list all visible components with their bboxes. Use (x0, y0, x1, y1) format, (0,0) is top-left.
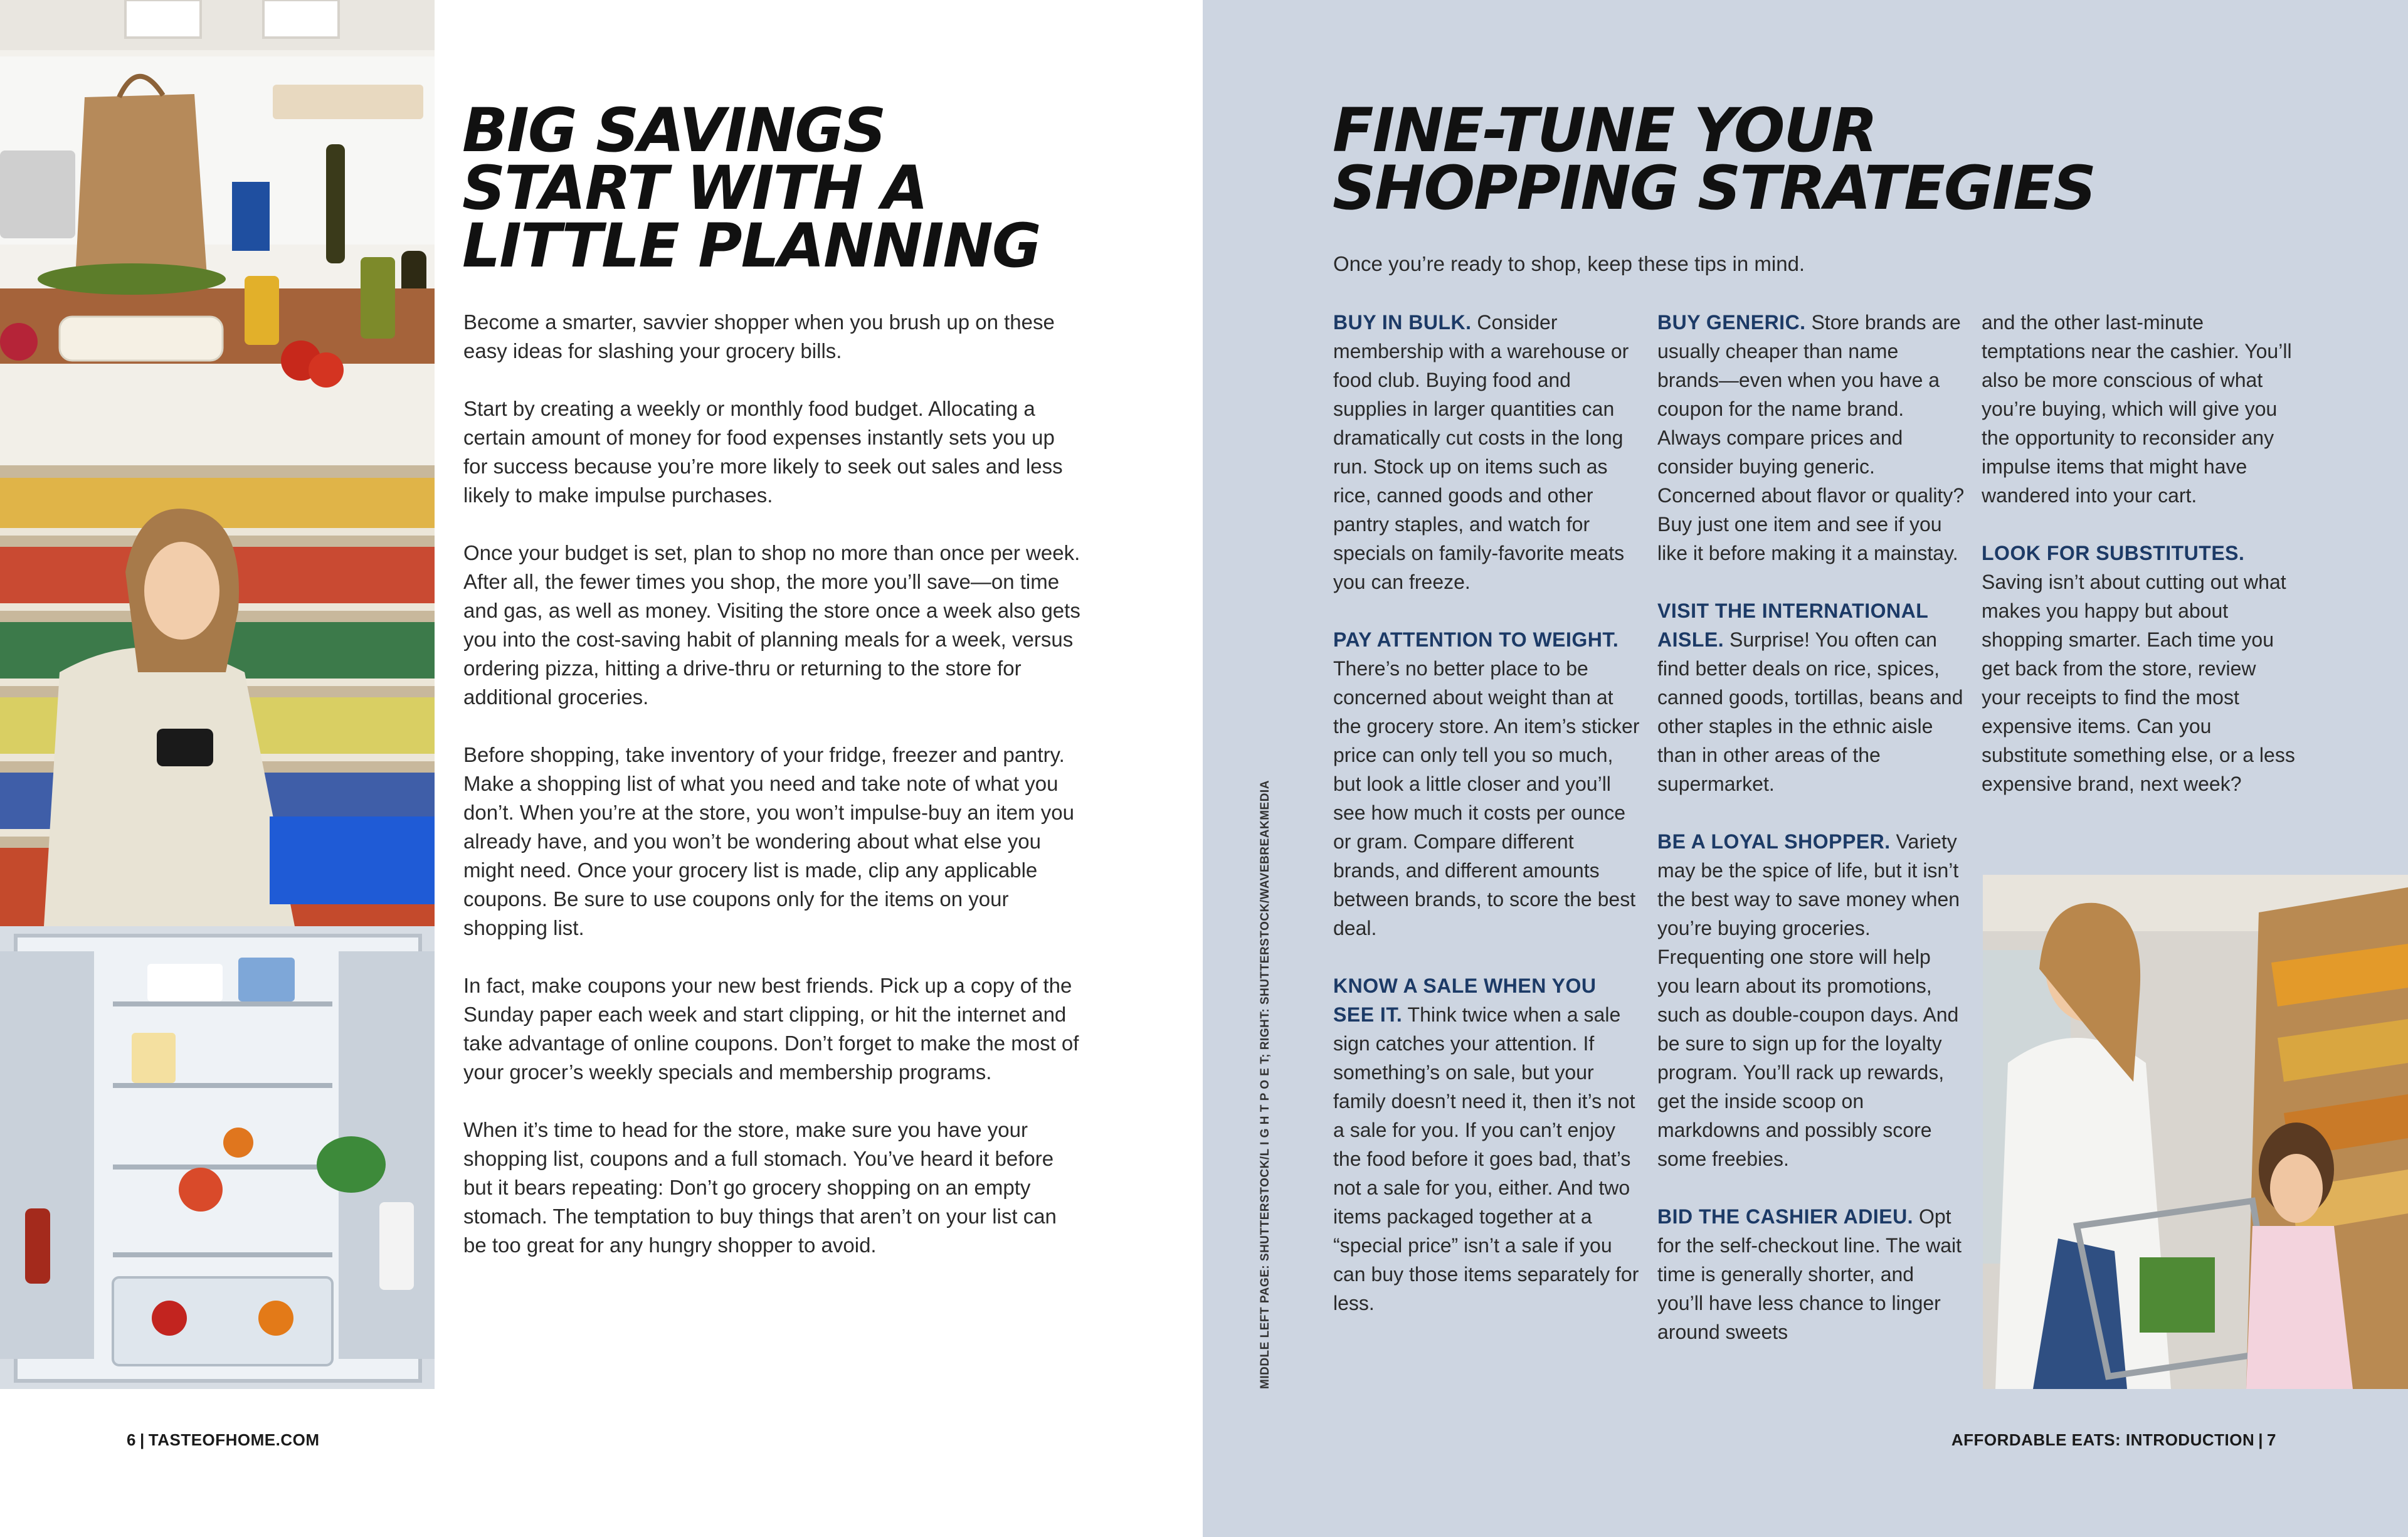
tip-heading: KNOW A SALE WHEN YOU SEE IT. (1333, 974, 1597, 1026)
headline-line: START WITH A (462, 153, 927, 223)
body-paragraph: Before shopping, take inventory of your fridge, freezer and pantry. Make a shopping list of what you need and take note of what you don’t. When you’re at the store, you won’t impulse-buy an item you already have, and you won’t be wondering about what else you might need. Once your grocery list is made, clip any applicable coupons. Be sure to use coupons only for the items on your shopping list. (463, 743, 1074, 939)
folio-separator: | (139, 1430, 145, 1449)
left-article-body (463, 308, 1084, 1289)
tip-text: Consider membership with a warehouse or food club. Buying food and supplies in larger quantities can dramatically cut costs in the long run. Stock up on items such as rice, canned goods and other pantry staples, and watch for specials on family-favorite meats you can freeze. (1333, 311, 1629, 593)
tip-heading: BUY GENERIC. (1657, 311, 1806, 334)
tip-text: Saving isn’t about cutting out what makes you happy but about shopping smarter. Each time you get back from the store, review your receipts to find the most expensive items. Can you substitute something else, or a less expensive brand, next week? (1982, 571, 2295, 795)
tip-look-for-substitutes (1982, 539, 2295, 798)
body-paragraph: Start by creating a weekly or monthly food budget. Allocating a certain amount of money for food expenses instantly sets you up for success because you’re more likely to seek out sales and less likely to make impulse purchases. (463, 397, 1063, 507)
headline-line: BIG SAVINGS (462, 95, 885, 166)
headline-line: FINE-TUNE YOUR (1333, 95, 1877, 166)
tip-text: There’s no better place to be concerned about weight than at the grocery store. An item’s sticker price can only tell you so much, but look a little closer and you’ll see how much it costs per ounce or gram. Compare different brands, and different amounts between brands, to score the best deal. (1333, 657, 1640, 939)
tips-column-2 (1657, 308, 1965, 1375)
open-refrigerator-photo (0, 926, 435, 1389)
tips-column-1 (1333, 308, 1640, 1346)
tip-text: Opt for the self-checkout line. The wait time is generally shorter, and you’ll have less chance to linger around sweets (1657, 1205, 1962, 1343)
tip-text: Variety may be the spice of life, but it isn’t the best way to save money when you’re buying groceries. Frequenting one store will help you learn about its promotions, such as double-coupon days. And be sure to sign up for the loyalty program. You’ll rack up rewards, get the inside scoop on markdowns and possibly score some freebies. (1657, 830, 1960, 1170)
tip-heading: BID THE CASHIER ADIEU. (1657, 1205, 1914, 1228)
tip-buy-generic (1657, 308, 1965, 568)
left-page (0, 0, 1203, 1537)
tip-heading: PAY ATTENTION TO WEIGHT. (1333, 628, 1619, 651)
tip-text: and the other last-minute temptations near the cashier. You’ll also be more conscious of what you’re buying, which will give you the opportunity to reconsider any impulse items that might have wandered into your cart. (1982, 311, 2292, 507)
left-folio (127, 1430, 320, 1450)
tip-text: Store brands are usually cheaper than name brands—even when you have a coupon for the name brand. Always compare prices and consider buying generic. Concerned about flavor or quality? Buy just one item and see if you like it before making it a mainstay. (1657, 311, 1965, 564)
headline-line: SHOPPING STRATEGIES (1333, 153, 2096, 223)
tip-cashier-continued (1982, 308, 2295, 510)
tip-heading: BUY IN BULK. (1333, 311, 1472, 334)
tip-heading: BE A LOYAL SHOPPER. (1657, 830, 1891, 853)
tip-buy-in-bulk (1333, 308, 1640, 596)
tip-loyal-shopper (1657, 827, 1965, 1173)
tips-column-3 (1982, 308, 2295, 827)
folio-site: TASTEOFHOME.COM (148, 1430, 320, 1449)
mother-daughter-produce-aisle-photo (1983, 875, 2408, 1389)
folio-separator: | (2258, 1430, 2264, 1449)
body-paragraph: Become a smarter, savvier shopper when you brush up on these easy ideas for slashing your grocery bills. (463, 310, 1055, 362)
right-intro: Once you’re ready to shop, keep these tips in mind. (1333, 252, 1805, 275)
kitchen-counter-groceries-photo (0, 0, 435, 465)
headline-line: LITTLE PLANNING (462, 211, 1040, 281)
tip-pay-attention-to-weight (1333, 625, 1640, 943)
right-headline (1333, 95, 2210, 223)
page-number: 7 (2267, 1430, 2276, 1449)
folio-section: AFFORDABLE EATS: INTRODUCTION (1951, 1430, 2255, 1449)
tip-text: Think twice when a sale sign catches your attention. If something’s on sale, but your family doesn’t need it, then it’s not a sale for you. If you can’t enjoy the food before it goes bad, that’s not a sale for you, either. And two items packaged together at a “special price” isn’t a sale if you can buy those items separately for less. (1333, 1003, 1639, 1314)
tip-heading: LOOK FOR SUBSTITUTES. (1982, 542, 2245, 564)
tip-text: Surprise! You often can find better deals on rice, spices, canned goods, tortillas, beans and other staples in the ethnic aisle than in other areas of the supermarket. (1657, 628, 1963, 795)
tip-international-aisle (1657, 596, 1965, 798)
left-headline (462, 95, 1121, 281)
right-page (1203, 0, 2408, 1537)
tip-heading: VISIT THE INTERNATIONAL AISLE. (1657, 599, 1928, 651)
photo-credit: MIDDLE LEFT PAGE: SHUTTERSTOCK/L I G H T P O E T; RIGHT: SHUTTERSTOCK/WAVEBREAKMEDIA (1259, 780, 1272, 1389)
tip-bid-cashier-adieu (1657, 1202, 1965, 1346)
tip-know-a-sale (1333, 971, 1640, 1318)
right-folio (1951, 1430, 2276, 1450)
body-paragraph: When it’s time to head for the store, make sure you have your shopping list, coupons and a full stomach. You’ve heard it before but it bears repeating: Don’t go grocery shopping on an empty stomach. The temptation to buy things that aren’t on your list can be too great for any hungry shopper to avoid. (463, 1118, 1057, 1257)
body-paragraph: Once your budget is set, plan to shop no more than once per week. After all, the fewer times you shop, the more you’ll save—on time and gas, as well as money. Visiting the store once a week also gets you into the cost-saving habit of planning meals for a week, versus ordering pizza, hitting a drive-thru or returning to the store for additional groceries. (463, 541, 1080, 709)
woman-shopping-with-phone-photo (0, 465, 435, 926)
body-paragraph: In fact, make coupons your new best friends. Pick up a copy of the Sunday paper each week and start clipping, or hit the internet and take advantage of online coupons. Don’t forget to make the most of your grocer’s weekly specials and membership programs. (463, 974, 1079, 1084)
page-number: 6 (127, 1430, 136, 1449)
